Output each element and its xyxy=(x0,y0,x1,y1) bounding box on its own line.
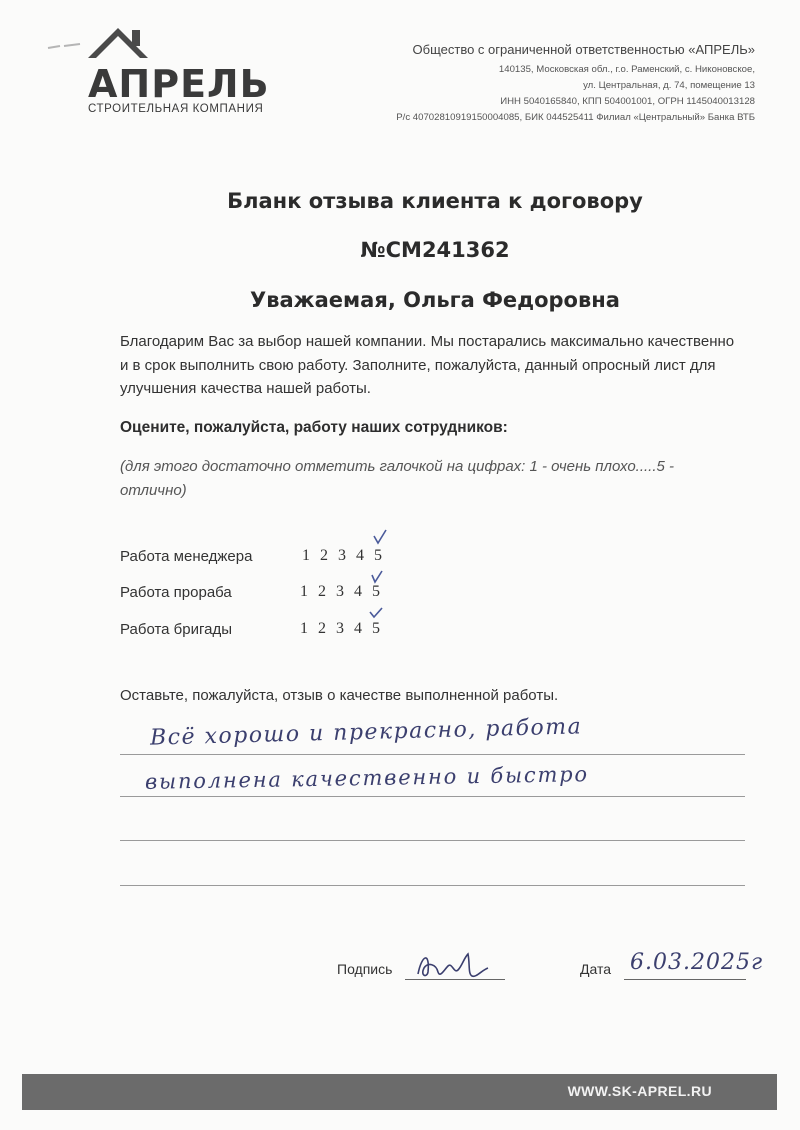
rating-option[interactable]: 4 xyxy=(354,620,362,637)
rating-option[interactable]: 3 xyxy=(338,547,346,564)
rating-option[interactable]: 1 xyxy=(300,620,308,637)
rating-label-foreman: Работа прораба xyxy=(120,584,232,601)
signature-image xyxy=(412,948,502,982)
date-value[interactable]: 6.03.2025г xyxy=(630,950,764,975)
company-ids: ИНН 5040165840, КПП 504001001, ОГРН 1145040013128 xyxy=(500,96,755,107)
rating-option[interactable]: 2 xyxy=(318,583,326,600)
rating-option-selected[interactable]: 5 xyxy=(372,583,380,600)
feedback-prompt: Оставьте, пожалуйста, отзыв о качестве выполненной работы. xyxy=(120,687,559,704)
contract-number: №СМ241362 xyxy=(360,238,510,262)
logo-subtitle: СТРОИТЕЛЬНАЯ КОМПАНИЯ xyxy=(88,103,264,115)
rating-label-crew: Работа бригады xyxy=(120,621,232,638)
company-details xyxy=(396,42,755,126)
date-line xyxy=(624,979,746,980)
rating-option[interactable]: 2 xyxy=(318,620,326,637)
feedback-line-4 xyxy=(120,885,745,886)
rating-scale-manager xyxy=(302,547,392,565)
rating-option[interactable]: 4 xyxy=(356,547,364,564)
rating-option-selected[interactable]: 5 xyxy=(374,547,382,564)
feedback-line-1 xyxy=(120,754,745,755)
rating-heading: Оцените, пожалуйста, работу наших сотрудников: xyxy=(120,419,508,436)
footer-url[interactable]: WWW.SK-APREL.RU xyxy=(567,1083,712,1099)
rating-scale-crew xyxy=(300,620,390,638)
rating-option[interactable]: 1 xyxy=(300,583,308,600)
date-label: Дата xyxy=(580,961,612,977)
checkmark-icon xyxy=(372,528,388,546)
feedback-handwriting-1[interactable]: Всё хорошо и прекрасно, работа xyxy=(149,714,583,751)
rating-option[interactable]: 2 xyxy=(320,547,328,564)
rating-option[interactable]: 1 xyxy=(302,547,310,564)
rating-option[interactable]: 3 xyxy=(336,583,344,600)
greeting: Уважаемая, Ольга Федоровна xyxy=(250,288,620,312)
company-address-2: ул. Центральная, д. 74, помещение 13 xyxy=(583,80,755,91)
intro-text: Благодарим Вас за выбор нашей компании. Мы постарались максимально качественно и в срок выполнить свою работу. Заполните, пожалуйста, данный опросный лист для улучшения качества нашей работы. xyxy=(120,333,735,397)
rating-option-selected[interactable]: 5 xyxy=(372,620,380,637)
checkmark-icon xyxy=(370,570,384,584)
rating-label-manager: Работа менеджера xyxy=(120,548,253,565)
signature-label: Подпись xyxy=(337,961,393,977)
company-name: Общество с ограниченной ответственностью «АПРЕЛЬ» xyxy=(412,42,755,57)
company-bank: Р/с 40702810919150004085, БИК 044525411 Филиал «Центральный» Банка ВТБ xyxy=(396,112,755,123)
checkmark-icon xyxy=(368,606,384,620)
rating-note: (для этого достаточно отметить галочкой на цифрах: 1 - очень плохо.....5 - отлично) xyxy=(120,458,675,499)
form-title: Бланк отзыва клиента к договору xyxy=(227,189,643,213)
rating-scale-foreman xyxy=(300,583,390,601)
feedback-handwriting-2[interactable]: выполнена качественно и быстро xyxy=(144,762,590,794)
rating-option[interactable]: 4 xyxy=(354,583,362,600)
feedback-line-3 xyxy=(120,840,745,841)
company-address-1: 140135, Московская обл., г.о. Раменский, с. Никоновское, xyxy=(498,64,755,75)
logo-name: АПРЕЛЬ xyxy=(88,62,270,106)
feedback-line-2 xyxy=(120,796,745,797)
rating-option[interactable]: 3 xyxy=(336,620,344,637)
